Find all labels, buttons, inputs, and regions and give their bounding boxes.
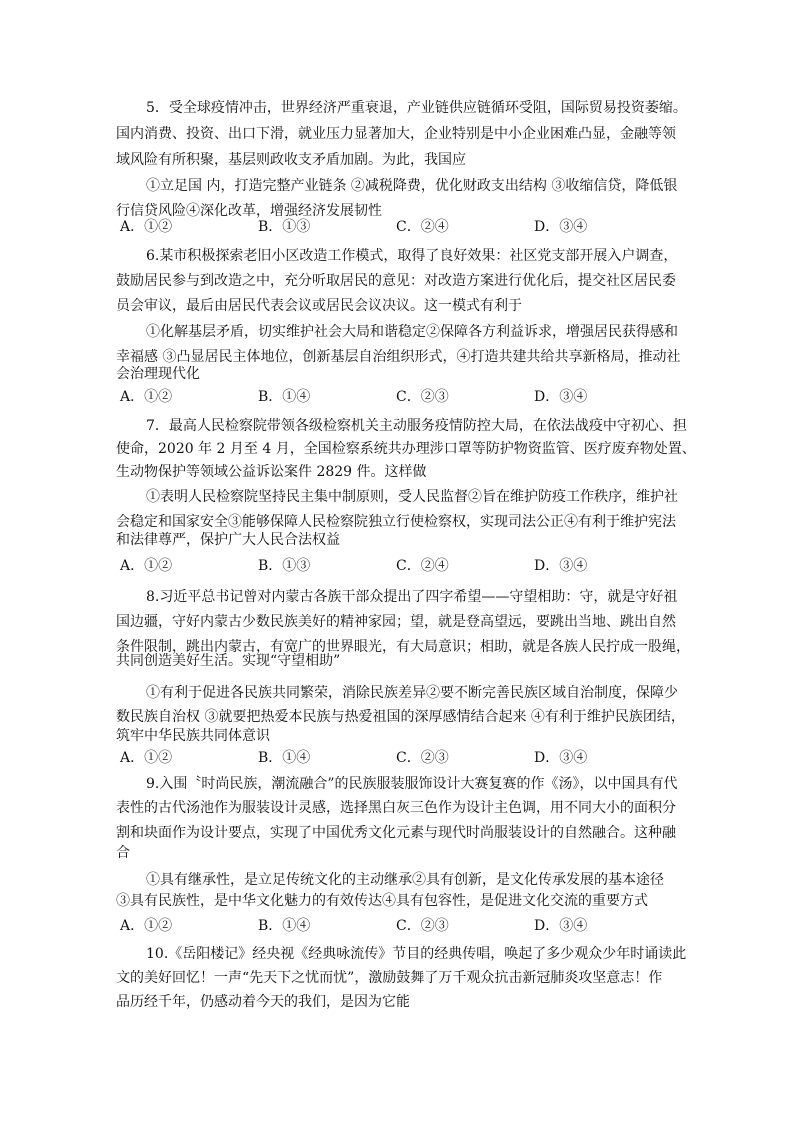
question-stem-line: 5．受全球疫情冲击，世界经济严重衰退，产业链供应链循环受阻，国际贸易投资萎缩。 <box>146 100 687 116</box>
option-a[interactable]: A．①② <box>120 389 173 405</box>
question-stem-line: 域风险有所积聚，基层则政收支矛盾加剧。为此，我国应 <box>116 152 466 168</box>
question-item-line: 和法律尊严，保护广大人民合法权益 <box>116 532 340 548</box>
option-a[interactable]: A．①② <box>120 918 173 934</box>
option-c[interactable]: C．②④ <box>396 219 449 235</box>
question-stem-line: 10.《岳阳楼记》经央视《经典咏流传》节目的经典传唱，唤起了多少观众少年时诵读此 <box>146 946 687 962</box>
question-stem-line: 割和块面作为设计要点，实现了中国优秀文化元素与现代时尚服装设计的自然融合。这种融 <box>116 825 676 841</box>
question-stem-line: 8.习近平总书记曾对内蒙古各族干部众提出了四字希望——守望相助：守，就是守好祖 <box>146 589 678 605</box>
option-d[interactable]: D．③④ <box>534 558 588 574</box>
question-stem-line: 国边疆，守好内蒙古少数民族美好的精神家园；望，就是登高望远，要跳出当地、跳出自然 <box>116 614 676 630</box>
option-b[interactable]: B．①④ <box>258 750 311 766</box>
option-a[interactable]: A．①② <box>120 219 173 235</box>
option-b[interactable]: B．①④ <box>258 389 311 405</box>
answer-options <box>120 217 680 237</box>
question-stem-line: 品历经千年，仍感动着今天的我们，是因为它能 <box>116 994 410 1010</box>
question-stem-line: 生动物保护等领域公益诉讼案件 2829 件。这样做 <box>116 464 427 480</box>
answer-options <box>120 556 680 576</box>
option-b[interactable]: B．①④ <box>258 918 311 934</box>
question-stem-line: 使命，2020 年 2 月至 4 月，全国检察系统共办理涉口罩等防护物资监管、医疗废弃物处置、 <box>116 441 696 457</box>
option-c[interactable]: C．②③ <box>396 389 449 405</box>
question-stem-line: 文的美好回忆！一声“先天下之忧而忧”，激励鼓舞了万千观众抗击新冠肺炎攻坚意志！作 <box>116 970 663 986</box>
option-a[interactable]: A．①② <box>120 558 173 574</box>
question-item-line: ①立足国 内，打造完整产业链条 ②减税降费，优化财政支出结构 ③收缩信贷，降低银 <box>146 178 678 194</box>
question-item-line: 数民族自治权 ③就要把热爱本民族与热爱祖国的深厚感情结合起来 ④有利于维护民族团结， <box>116 709 685 725</box>
option-d[interactable]: D．③④ <box>534 389 588 405</box>
question-stem-line: 条件限制，跳出内蒙古，有宽广的世界眼光，有大局意识；相助，就是各族人民拧成一股绳， <box>116 639 690 655</box>
option-c[interactable]: C．②③ <box>396 918 449 934</box>
question-stem-line: 合 <box>116 845 130 861</box>
question-item-line: ③具有民族性，是中华文化魅力的有效传达④具有包容性，是促进文化交流的重要方式 <box>116 893 648 909</box>
question-item-line: 会治理现代化 <box>116 366 200 382</box>
question-stem-line: 国内消费、投资、出口下滑，就业压力显著加大，企业特别是中小企业困难凸显，金融等领 <box>116 126 676 142</box>
question-item-line: 幸福感 ③凸显居民主体地位，创新基层自治组织形式，④打造共建共给共享新格局，推动社 <box>116 349 681 365</box>
option-c[interactable]: C．②③ <box>396 750 449 766</box>
question-stem-line: 6.某市积极探索老旧小区改造工作模式，取得了良好效果：社区党支部开展入户调查， <box>146 248 678 264</box>
question-item-line: ①具有继承性，是立足传统文化的主动继承②具有创新，是文化传承发展的基本途径 <box>146 872 664 888</box>
question-item-line: ①有利于促进各民族共同繁荣，消除民族差异②要不断完善民族区域自治制度，保障少 <box>146 685 678 701</box>
option-b[interactable]: B．①③ <box>258 558 311 574</box>
answer-options <box>120 748 680 768</box>
question-stem-line: 9.入围〝时尚民族，潮流融合”的民族服装服饰设计大赛复赛的作《汤》，以中国具有代 <box>146 776 678 792</box>
question-item-line: 行信贷风险④深化改革，增强经济发展韧性 <box>116 203 382 219</box>
option-c[interactable]: C．②④ <box>396 558 449 574</box>
question-item-line: 会稳定和国家安全③能够保障人民检察院独立行使检察权，实现司法公正④有利于维护宪法 <box>116 514 676 530</box>
question-stem-line: 7．最高人民检察院带领各级检察机关主动服务疫情防控大局，在依法战疫中守初心、担 <box>146 418 687 434</box>
option-b[interactable]: B．①③ <box>258 219 311 235</box>
option-a[interactable]: A．①② <box>120 750 173 766</box>
question-stem-line: 共同创造美好生活。实现“守望相助” <box>116 653 341 669</box>
question-stem-line: 员会审议，最后由居民代表会议或居民会议决议。这一模式有利于 <box>116 298 522 314</box>
question-stem-line: 鼓励居民参与到改造之中，充分听取居民的意见：对改造方案进行优化后，提交社区居民委 <box>116 273 676 289</box>
question-item-line: 筑牢中华民族共同体意识 <box>116 728 270 744</box>
option-d[interactable]: D．③④ <box>534 918 588 934</box>
answer-options <box>120 387 680 407</box>
answer-options <box>120 916 680 936</box>
question-item-line: ①化解基层矛盾，切实维护社会大局和谐稳定②保障各方利益诉求，增强居民获得感和 <box>146 324 678 340</box>
option-d[interactable]: D．③④ <box>534 750 588 766</box>
option-d[interactable]: D．③④ <box>534 219 588 235</box>
question-stem-line: 表性的古代汤池作为服装设计灵感，选择黑白灰三色作为设计主色调，用不同大小的面积分 <box>116 800 676 816</box>
question-item-line: ①表明人民检察院坚持民主集中制原则，受人民监督②旨在维护防疫工作秩序，维护社 <box>146 489 678 505</box>
